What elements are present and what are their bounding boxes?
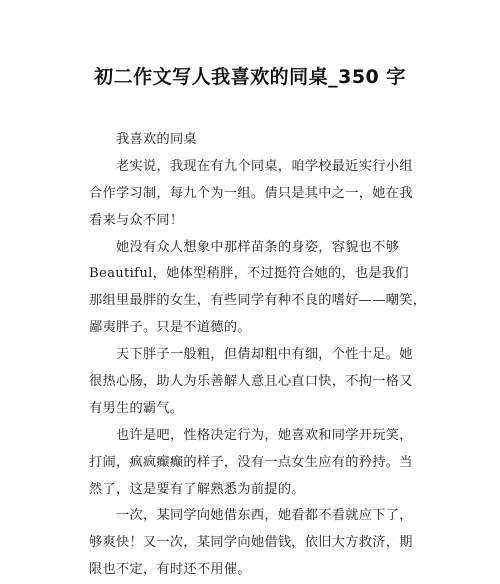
paragraph-line: 一次，某同学向她借东西，她看都不看就应下了， (116, 508, 413, 524)
paragraph-line: 鄙夷胖子。只是不道德的。 (89, 320, 251, 336)
paragraph-line: 她没有众人想象中那样苗条的身姿，容貌也不够 (116, 239, 400, 255)
document-title: 初二作文写人我喜欢的同桌_350 字 (94, 66, 406, 88)
paragraph-line: 也许是吧，性格决定行为，她喜欢和同学开玩笑， (116, 427, 413, 443)
paragraph-line: 那组里最胖的女生，有些同学有种不良的嗜好——嘲笑， (89, 293, 427, 309)
paragraph-line: 够爽快！又一次，某同学向她借钱，依旧大方救济，期 (89, 535, 413, 551)
paragraph-line: 然了，这是要有了解熟悉为前提的。 (89, 481, 305, 497)
paragraph-line: 限也不定，有时还不用催。 (89, 562, 251, 578)
paragraph-line: Beautiful，她体型稍胖，不过挺符合她的，也是我们 (89, 266, 409, 282)
article-subtitle: 我喜欢的同桌 (116, 132, 197, 147)
paragraph-line: 打闹，疯疯癫癫的样子，没有一点女生应有的矜持。当 (89, 454, 413, 470)
paragraph-line: 合作学习制，每九个为一组。倩只是其中之一，她在我 (89, 185, 413, 201)
paragraph-line: 很热心肠，助人为乐善解人意且心直口快，不拘一格又 (89, 374, 413, 390)
paragraph-line: 看来与众不同！ (89, 212, 184, 228)
paragraph-line: 老实说，我现在有九个同桌，咱学校最近实行小组 (116, 158, 413, 174)
paragraph-line: 天下胖子一般粗，但倩却粗中有细，个性十足。她 (116, 347, 413, 363)
paragraph-line: 有男生的霸气。 (89, 400, 184, 416)
article-body (89, 127, 427, 584)
